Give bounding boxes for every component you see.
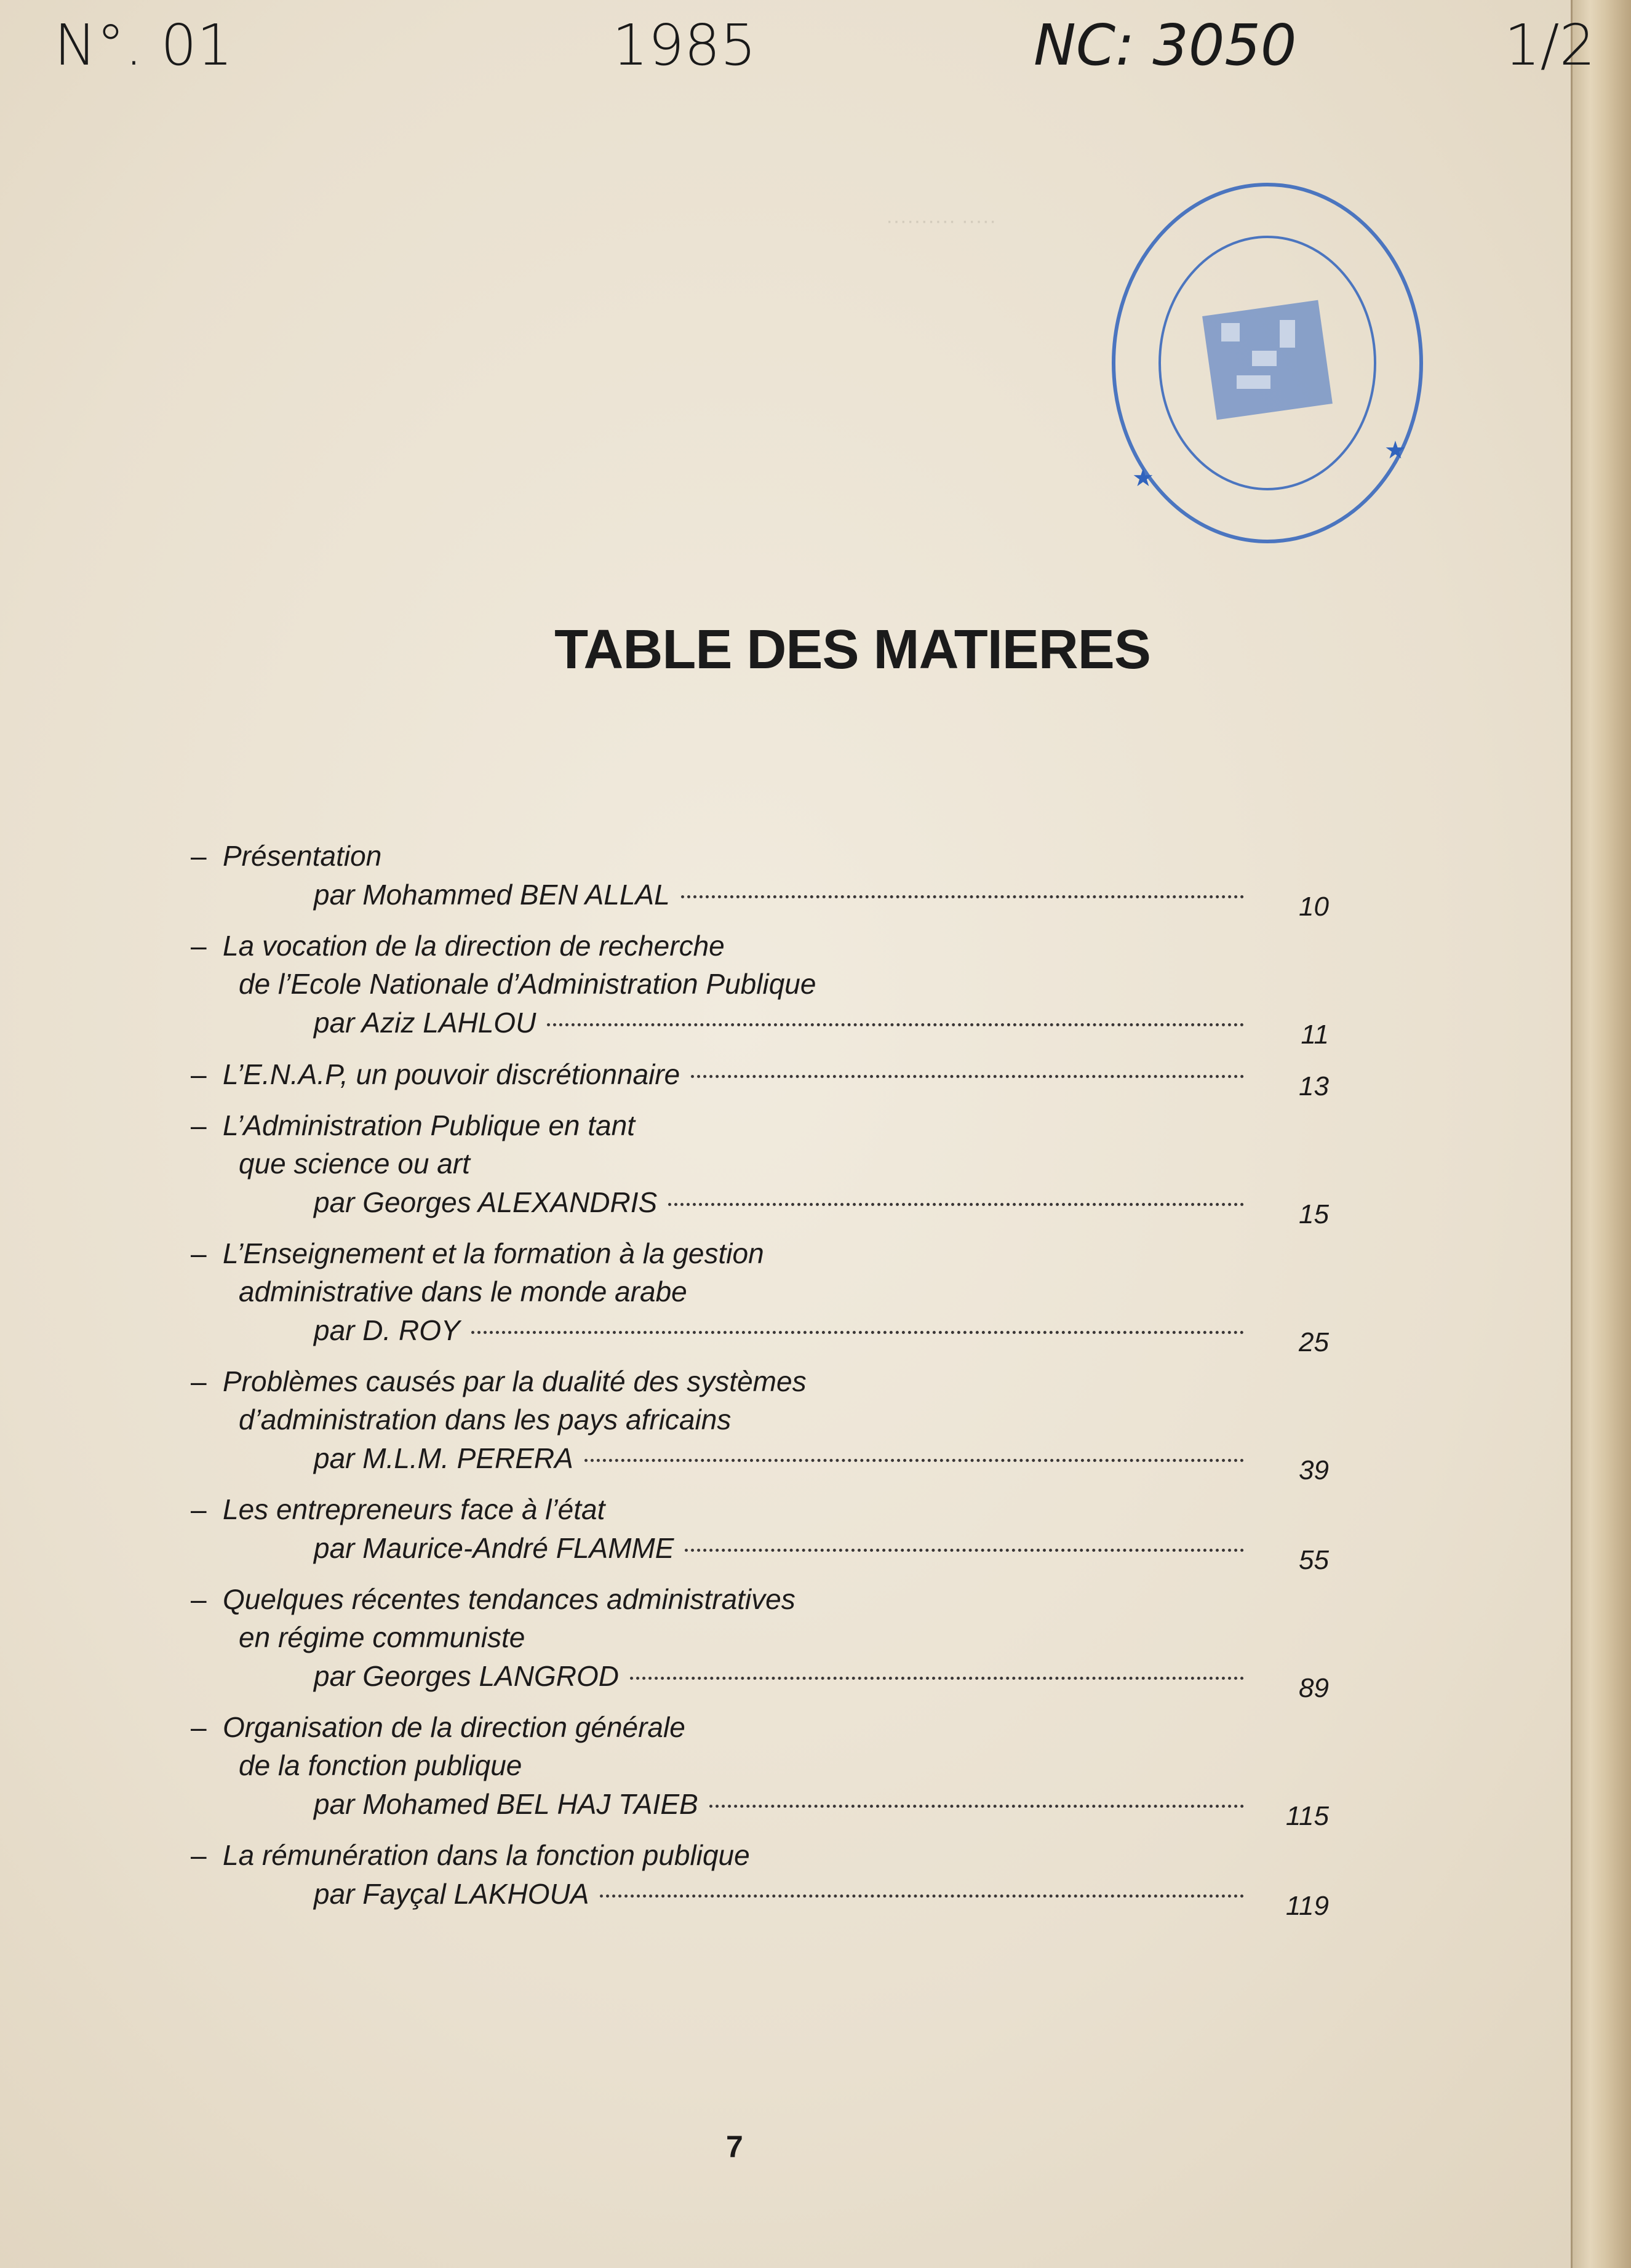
toc-entry-title-line <box>191 1362 1329 1400</box>
toc-dash: – <box>191 840 207 872</box>
toc-entry <box>191 1106 1329 1229</box>
handwritten-part: 1/2 <box>1504 12 1596 78</box>
toc-dash: – <box>191 1493 207 1525</box>
toc-page-number: 25 <box>1299 1327 1329 1357</box>
toc-entry-title-line <box>191 837 1329 875</box>
toc-author-row <box>191 1656 1329 1703</box>
toc-author: par Mohamed BEL HAJ TAIEB <box>314 1788 698 1820</box>
svg-text:★: ★ <box>1384 436 1406 465</box>
toc-entry-title: que science ou art <box>239 1148 470 1180</box>
handwritten-nc: NC: 3050 <box>1034 12 1297 78</box>
page-number: 7 <box>726 2130 743 2164</box>
toc-author-row <box>191 1003 1329 1050</box>
toc-entry <box>191 1580 1329 1703</box>
toc-entry-title: Organisation de la direction générale <box>223 1711 685 1743</box>
toc-entry-title-line <box>191 1746 1329 1784</box>
toc-entry-title-line <box>191 1490 1329 1528</box>
toc-author-row <box>191 1183 1329 1229</box>
toc-entry-title-line <box>191 1234 1329 1272</box>
dot-leader <box>685 1549 1244 1552</box>
dot-leader <box>691 1075 1244 1078</box>
toc-entry <box>191 927 1329 1050</box>
toc-entry-title: La rémunération dans la fonction publique <box>223 1839 750 1871</box>
toc-page-number: 89 <box>1299 1673 1329 1703</box>
toc-dash: – <box>191 1839 207 1871</box>
toc-entry-title-line <box>191 1106 1329 1144</box>
toc-author-row <box>191 875 1329 922</box>
library-stamp-icon <box>1095 166 1440 560</box>
toc-entry-title: L’Enseignement et la formation à la gestion <box>223 1237 764 1269</box>
toc-author: par Georges ALEXANDRIS <box>314 1186 658 1218</box>
toc-entry-row <box>191 1055 1329 1101</box>
toc-page-number: 115 <box>1285 1801 1329 1831</box>
toc-entry-title: de l’Ecole Nationale d’Administration Publique <box>239 968 816 1000</box>
toc-entry <box>191 1836 1329 1921</box>
toc-dash: – <box>191 1109 207 1141</box>
toc-author-row <box>191 1311 1329 1357</box>
dot-leader <box>681 895 1244 898</box>
toc-entry <box>191 1490 1329 1575</box>
toc-dash: – <box>191 1583 207 1615</box>
toc-entry-title-line <box>191 1836 1329 1874</box>
toc-dash: – <box>191 930 207 962</box>
toc-entry-title: Problèmes causés par la dualité des systèmes <box>223 1365 807 1397</box>
toc-entry-title: en régime communiste <box>239 1621 525 1653</box>
toc-author-row <box>191 1439 1329 1485</box>
toc-author: par Maurice-André FLAMME <box>314 1532 674 1564</box>
toc-entry-title: L’E.N.A.P, un pouvoir discrétionnaire <box>223 1058 680 1090</box>
toc-dash: – <box>191 1365 207 1397</box>
toc-dash: – <box>191 1058 207 1090</box>
dot-leader <box>600 1895 1244 1898</box>
toc-entry-title: Présentation <box>223 840 382 872</box>
toc-author-row <box>191 1874 1329 1921</box>
dot-leader <box>709 1805 1244 1808</box>
toc-author-row <box>191 1784 1329 1831</box>
dot-leader <box>471 1331 1244 1334</box>
svg-text:★: ★ <box>1132 464 1154 492</box>
toc-author: par M.L.M. PERERA <box>314 1442 573 1474</box>
toc-entry <box>191 1234 1329 1357</box>
toc-entry-title: d’administration dans les pays africains <box>239 1404 732 1435</box>
dot-leader <box>630 1677 1244 1680</box>
toc-dash: – <box>191 1711 207 1743</box>
toc-page-number: 13 <box>1299 1071 1329 1101</box>
toc-entry-title-line <box>191 965 1329 1003</box>
toc-page-number: 39 <box>1299 1455 1329 1485</box>
toc-dash: – <box>191 1237 207 1269</box>
toc-author: par Mohammed BEN ALLAL <box>314 879 670 911</box>
table-of-contents <box>191 837 1329 1926</box>
toc-entry-title-line <box>191 1144 1329 1183</box>
dot-leader <box>668 1203 1244 1206</box>
toc-page-number: 10 <box>1299 892 1329 922</box>
toc-entry-title-line <box>191 1618 1329 1656</box>
bleed-through-text: ·········· ····· <box>886 209 997 233</box>
toc-author: par Georges LANGROD <box>314 1660 619 1692</box>
page-title: TABLE DES MATIERES <box>554 619 1150 681</box>
toc-author: par D. ROY <box>314 1314 460 1346</box>
toc-entry <box>191 837 1329 922</box>
toc-entry-title-line <box>191 927 1329 965</box>
toc-entry-title-line <box>191 1400 1329 1439</box>
dot-leader <box>584 1459 1244 1462</box>
toc-entry-title: L’Administration Publique en tant <box>223 1109 635 1141</box>
toc-author: par Fayçal LAKHOUA <box>314 1878 589 1910</box>
toc-page-number: 11 <box>1301 1020 1329 1050</box>
toc-entry-title-line <box>191 1708 1329 1746</box>
toc-entry-title-line <box>191 1580 1329 1618</box>
toc-entry <box>191 1055 1329 1101</box>
toc-page-number: 55 <box>1299 1545 1329 1575</box>
toc-page-number: 15 <box>1299 1199 1329 1229</box>
toc-author-row <box>191 1528 1329 1575</box>
toc-author: par Aziz LAHLOU <box>314 1007 536 1039</box>
toc-entry-title: La vocation de la direction de recherche <box>223 930 725 962</box>
toc-entry <box>191 1708 1329 1831</box>
toc-entry-title: Les entrepreneurs face à l’état <box>223 1493 605 1525</box>
page-edge <box>1571 0 1631 2268</box>
toc-entry-title: de la fonction publique <box>239 1749 522 1781</box>
dot-leader <box>547 1023 1244 1026</box>
toc-page-number: 119 <box>1285 1891 1329 1921</box>
handwritten-year: 1985 <box>612 12 757 78</box>
toc-entry-title: administrative dans le monde arabe <box>239 1276 687 1308</box>
handwritten-number: N°. 01 <box>54 12 233 78</box>
toc-entry <box>191 1362 1329 1485</box>
toc-entry-title: Quelques récentes tendances administratives <box>223 1583 796 1615</box>
toc-entry-title-line <box>191 1272 1329 1311</box>
